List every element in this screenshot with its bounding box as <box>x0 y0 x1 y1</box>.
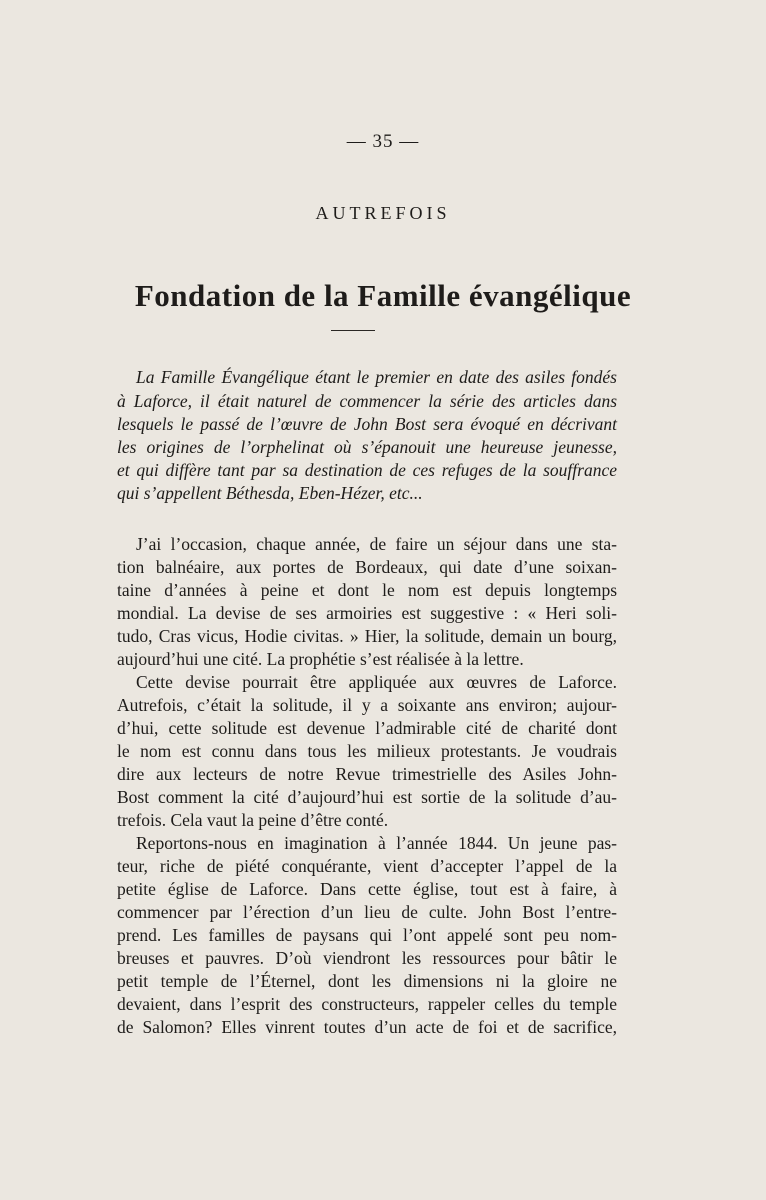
body-line: teur, riche de piété conquérante, vient d’accepter l’appel de la <box>117 856 617 876</box>
body-line: Autrefois, c’était la solitude, il y a soixante ans environ; aujour- <box>117 695 617 715</box>
body-line: commencer par l’érection d’un lieu de culte. John Bost l’entre- <box>117 902 617 922</box>
title-divider <box>331 330 375 331</box>
body-line: le nom est connu dans tous les milieux protestants. Je voudrais <box>117 741 617 761</box>
page-number: — 35 — <box>346 131 420 152</box>
body-line: Cette devise pourrait être appliquée aux œuvres de Laforce. <box>136 672 617 692</box>
body-line: breuses et pauvres. D’où viendront les ressources pour bâtir le <box>117 948 617 968</box>
body-line: petit temple de l’Éternel, dont les dimensions ni la gloire ne <box>117 971 617 991</box>
section-label: AUTREFOIS <box>315 203 451 223</box>
intro-line: lesquels le passé de l’œuvre de John Bost sera évoqué en décrivant <box>117 414 617 434</box>
body-line: petite église de Laforce. Dans cette église, tout est à faire, à <box>117 879 617 899</box>
body-line: taine d’années à peine et dont le nom est depuis longtemps <box>117 580 617 600</box>
intro-line: La Famille Évangélique étant le premier en date des asiles fondés <box>136 367 617 387</box>
body-line: dire aux lecteurs de notre Revue trimestrielle des Asiles John- <box>117 764 617 784</box>
body-line: tion balnéaire, aux portes de Bordeaux, qui date d’une soixan- <box>117 557 617 577</box>
body-line: devaient, dans l’esprit des constructeurs, rappeler celles du temple <box>117 994 617 1014</box>
body-line: trefois. Cela vaut la peine d’être conté. <box>117 810 389 830</box>
body-line: J’ai l’occasion, chaque année, de faire un séjour dans une sta- <box>136 534 617 554</box>
intro-line: à Laforce, il était naturel de commencer la série des articles dans <box>117 391 617 411</box>
article-title: Fondation de la Famille évangélique <box>134 278 632 313</box>
body-line: d’hui, cette solitude est devenue l’admirable cité de charité dont <box>117 718 617 738</box>
body-line: de Salomon? Elles vinrent toutes d’un acte de foi et de sacrifice, <box>117 1017 617 1037</box>
body-line: prend. Les familles de paysans qui l’ont appelé sont peu nom- <box>117 925 617 945</box>
body-line: mondial. La devise de ses armoiries est suggestive : « Heri soli- <box>117 603 617 623</box>
intro-line: qui s’appellent Béthesda, Eben-Hézer, etc... <box>117 483 423 503</box>
body-line: tudo, Cras vicus, Hodie civitas. » Hier, la solitude, demain un bourg, <box>117 626 617 646</box>
body-line: aujourd’hui une cité. La prophétie s’est réalisée à la lettre. <box>117 649 524 669</box>
intro-line: et qui diffère tant par sa destination de ces refuges de la souffrance <box>117 460 617 480</box>
body-line: Reportons-nous en imagination à l’année 1844. Un jeune pas- <box>136 833 617 853</box>
intro-line: les origines de l’orphelinat où s’épanouit une heureuse jeunesse, <box>117 437 617 457</box>
body-line: Bost comment la cité d’aujourd’hui est sortie de la solitude d’au- <box>117 787 617 807</box>
